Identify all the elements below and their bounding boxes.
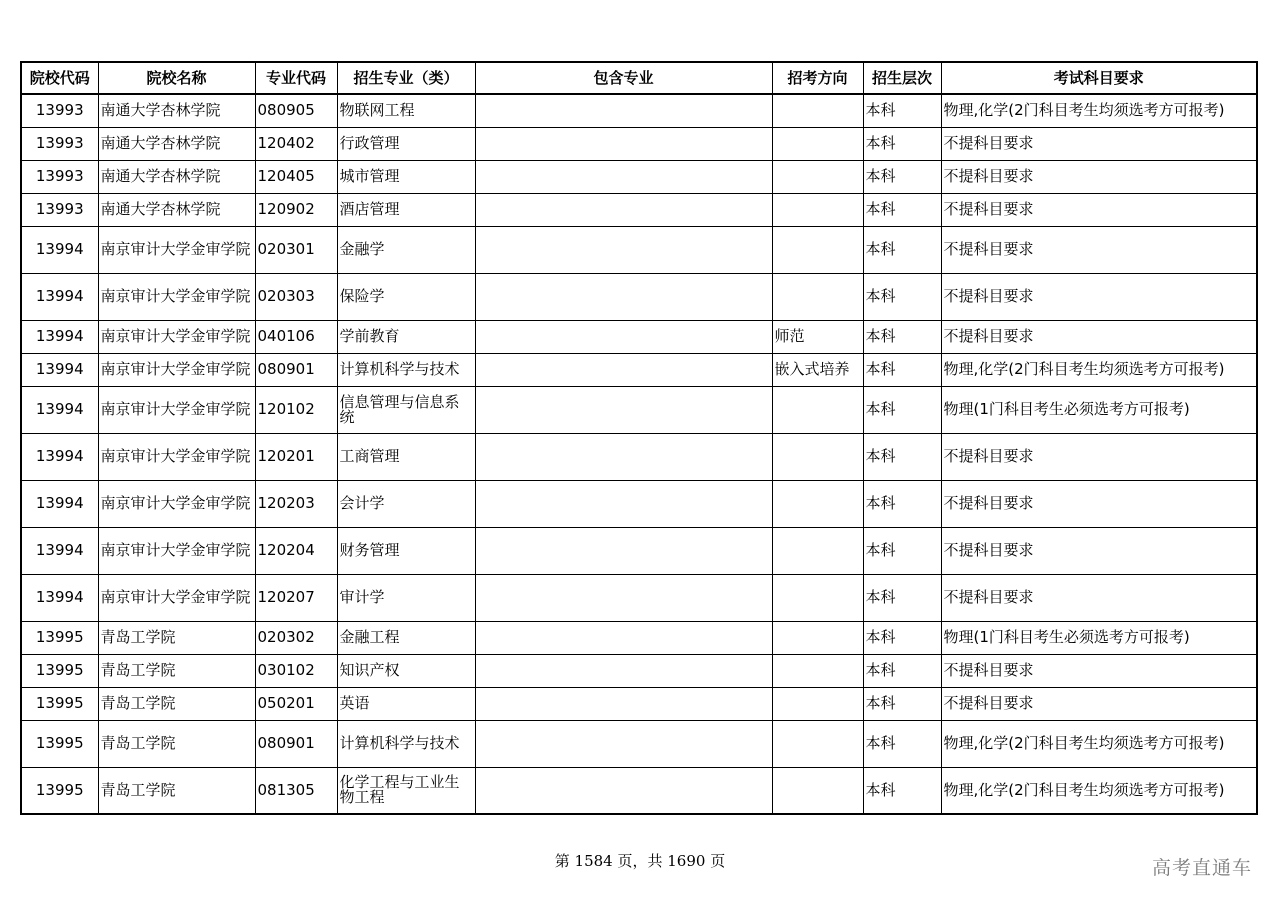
major-code-cell: 080905 [255,94,337,127]
major-cell: 金融学 [337,226,475,273]
level-cell: 本科 [863,127,941,160]
school-code-cell: 13994 [21,480,98,527]
school-code-cell: 13994 [21,386,98,433]
level-cell: 本科 [863,386,941,433]
direction-cell [772,527,863,574]
level-cell: 本科 [863,687,941,720]
level-cell: 本科 [863,353,941,386]
included-majors-cell [475,687,772,720]
table-row [21,386,1257,433]
school-code-cell: 13994 [21,273,98,320]
included-majors-cell [475,654,772,687]
table-row [21,94,1257,127]
major-cell: 计算机科学与技术 [337,353,475,386]
school-code-cell: 13994 [21,433,98,480]
major-code-cell: 040106 [255,320,337,353]
level-cell: 本科 [863,160,941,193]
school-code-cell: 13995 [21,767,98,814]
major-cell: 财务管理 [337,527,475,574]
direction-cell: 嵌入式培养 [772,353,863,386]
school-name-cell: 南京审计大学金审学院 [98,353,255,386]
subject-requirement-cell: 不提科目要求 [941,160,1257,193]
direction-cell [772,160,863,193]
school-code-cell: 13995 [21,621,98,654]
level-cell: 本科 [863,767,941,814]
school-name-cell: 南京审计大学金审学院 [98,527,255,574]
school-name-cell: 南京审计大学金审学院 [98,226,255,273]
subject-requirement-cell: 不提科目要求 [941,574,1257,621]
school-name-cell: 南通大学杏林学院 [98,127,255,160]
major-code-cell: 120207 [255,574,337,621]
major-code-cell: 120902 [255,193,337,226]
school-code-cell: 13995 [21,687,98,720]
subject-requirement-cell: 不提科目要求 [941,527,1257,574]
subject-requirement-cell: 不提科目要求 [941,127,1257,160]
table-row [21,527,1257,574]
school-name-cell: 南京审计大学金审学院 [98,273,255,320]
school-code-cell: 13994 [21,226,98,273]
header-school-code: 院校代码 [21,62,98,94]
school-name-cell: 青岛工学院 [98,767,255,814]
major-code-cell: 120405 [255,160,337,193]
direction-cell [772,94,863,127]
subject-requirement-cell: 物理,化学(2门科目考生均须选考方可报考) [941,353,1257,386]
major-code-cell: 020301 [255,226,337,273]
school-code-cell: 13993 [21,193,98,226]
level-cell: 本科 [863,94,941,127]
major-cell: 英语 [337,687,475,720]
school-code-cell: 13994 [21,353,98,386]
page-number: 第 1584 页，共 1690 页 [554,852,726,870]
table-row [21,433,1257,480]
level-cell: 本科 [863,273,941,320]
major-code-cell: 080901 [255,353,337,386]
major-code-cell: 120102 [255,386,337,433]
table-row [21,160,1257,193]
header-subject-requirement: 考试科目要求 [941,62,1257,94]
admission-table [20,61,1258,815]
major-cell: 行政管理 [337,127,475,160]
major-cell: 会计学 [337,480,475,527]
direction-cell [772,480,863,527]
major-code-cell: 120201 [255,433,337,480]
header-included-majors: 包含专业 [475,62,772,94]
direction-cell [772,433,863,480]
included-majors-cell [475,160,772,193]
school-code-cell: 13993 [21,160,98,193]
table-row [21,574,1257,621]
major-cell: 酒店管理 [337,193,475,226]
subject-requirement-cell: 物理,化学(2门科目考生均须选考方可报考) [941,94,1257,127]
school-name-cell: 南通大学杏林学院 [98,160,255,193]
level-cell: 本科 [863,226,941,273]
direction-cell [772,273,863,320]
subject-requirement-cell: 不提科目要求 [941,654,1257,687]
major-cell: 保险学 [337,273,475,320]
major-cell: 物联网工程 [337,94,475,127]
subject-requirement-cell: 物理,化学(2门科目考生均须选考方可报考) [941,767,1257,814]
direction-cell [772,720,863,767]
included-majors-cell [475,386,772,433]
subject-requirement-cell: 不提科目要求 [941,273,1257,320]
school-name-cell: 南京审计大学金审学院 [98,386,255,433]
direction-cell [772,193,863,226]
subject-requirement-cell: 不提科目要求 [941,193,1257,226]
level-cell: 本科 [863,193,941,226]
table-row [21,767,1257,814]
header-major: 招生专业（类） [337,62,475,94]
header-direction: 招考方向 [772,62,863,94]
school-code-cell: 13994 [21,574,98,621]
table-row [21,320,1257,353]
subject-requirement-cell: 不提科目要求 [941,226,1257,273]
header-major-code: 专业代码 [255,62,337,94]
level-cell: 本科 [863,320,941,353]
table-row [21,127,1257,160]
included-majors-cell [475,273,772,320]
level-cell: 本科 [863,433,941,480]
table-row [21,193,1257,226]
major-cell: 化学工程与工业生物工程 [337,767,475,814]
major-code-cell: 020302 [255,621,337,654]
included-majors-cell [475,574,772,621]
direction-cell [772,386,863,433]
direction-cell [772,687,863,720]
header-row [21,62,1257,94]
included-majors-cell [475,480,772,527]
included-majors-cell [475,94,772,127]
table-row [21,480,1257,527]
major-code-cell: 080901 [255,720,337,767]
table-row [21,353,1257,386]
school-code-cell: 13994 [21,320,98,353]
included-majors-cell [475,226,772,273]
school-name-cell: 青岛工学院 [98,621,255,654]
included-majors-cell [475,767,772,814]
subject-requirement-cell: 物理,化学(2门科目考生均须选考方可报考) [941,720,1257,767]
included-majors-cell [475,193,772,226]
school-name-cell: 南京审计大学金审学院 [98,433,255,480]
direction-cell [772,621,863,654]
direction-cell [772,767,863,814]
subject-requirement-cell: 不提科目要求 [941,320,1257,353]
school-name-cell: 南京审计大学金审学院 [98,320,255,353]
major-cell: 工商管理 [337,433,475,480]
direction-cell [772,127,863,160]
included-majors-cell [475,720,772,767]
level-cell: 本科 [863,480,941,527]
level-cell: 本科 [863,654,941,687]
major-cell: 信息管理与信息系统 [337,386,475,433]
school-name-cell: 南通大学杏林学院 [98,193,255,226]
major-cell: 知识产权 [337,654,475,687]
subject-requirement-cell: 不提科目要求 [941,687,1257,720]
level-cell: 本科 [863,720,941,767]
major-cell: 金融工程 [337,621,475,654]
major-cell: 审计学 [337,574,475,621]
table-row [21,621,1257,654]
direction-cell: 师范 [772,320,863,353]
major-code-cell: 081305 [255,767,337,814]
subject-requirement-cell: 物理(1门科目考生必须选考方可报考) [941,621,1257,654]
table-row [21,226,1257,273]
school-code-cell: 13995 [21,654,98,687]
subject-requirement-cell: 不提科目要求 [941,433,1257,480]
school-name-cell: 青岛工学院 [98,654,255,687]
included-majors-cell [475,127,772,160]
header-school-name: 院校名称 [98,62,255,94]
watermark: 高考直通车 [1151,857,1252,879]
major-code-cell: 120204 [255,527,337,574]
included-majors-cell [475,433,772,480]
school-code-cell: 13995 [21,720,98,767]
major-code-cell: 120203 [255,480,337,527]
major-code-cell: 120402 [255,127,337,160]
major-cell: 计算机科学与技术 [337,720,475,767]
header-level: 招生层次 [863,62,941,94]
major-code-cell: 020303 [255,273,337,320]
level-cell: 本科 [863,527,941,574]
major-code-cell: 030102 [255,654,337,687]
level-cell: 本科 [863,574,941,621]
school-code-cell: 13994 [21,527,98,574]
included-majors-cell [475,621,772,654]
school-name-cell: 南通大学杏林学院 [98,94,255,127]
school-name-cell: 南京审计大学金审学院 [98,574,255,621]
table-row [21,273,1257,320]
subject-requirement-cell: 不提科目要求 [941,480,1257,527]
school-name-cell: 青岛工学院 [98,720,255,767]
subject-requirement-cell: 物理(1门科目考生必须选考方可报考) [941,386,1257,433]
table-body [21,94,1257,814]
major-cell: 城市管理 [337,160,475,193]
included-majors-cell [475,353,772,386]
included-majors-cell [475,527,772,574]
table-row [21,720,1257,767]
level-cell: 本科 [863,621,941,654]
major-code-cell: 050201 [255,687,337,720]
major-cell: 学前教育 [337,320,475,353]
direction-cell [772,226,863,273]
school-name-cell: 青岛工学院 [98,687,255,720]
school-code-cell: 13993 [21,94,98,127]
included-majors-cell [475,320,772,353]
school-code-cell: 13993 [21,127,98,160]
school-name-cell: 南京审计大学金审学院 [98,480,255,527]
table-row [21,687,1257,720]
direction-cell [772,574,863,621]
table-row [21,654,1257,687]
direction-cell [772,654,863,687]
